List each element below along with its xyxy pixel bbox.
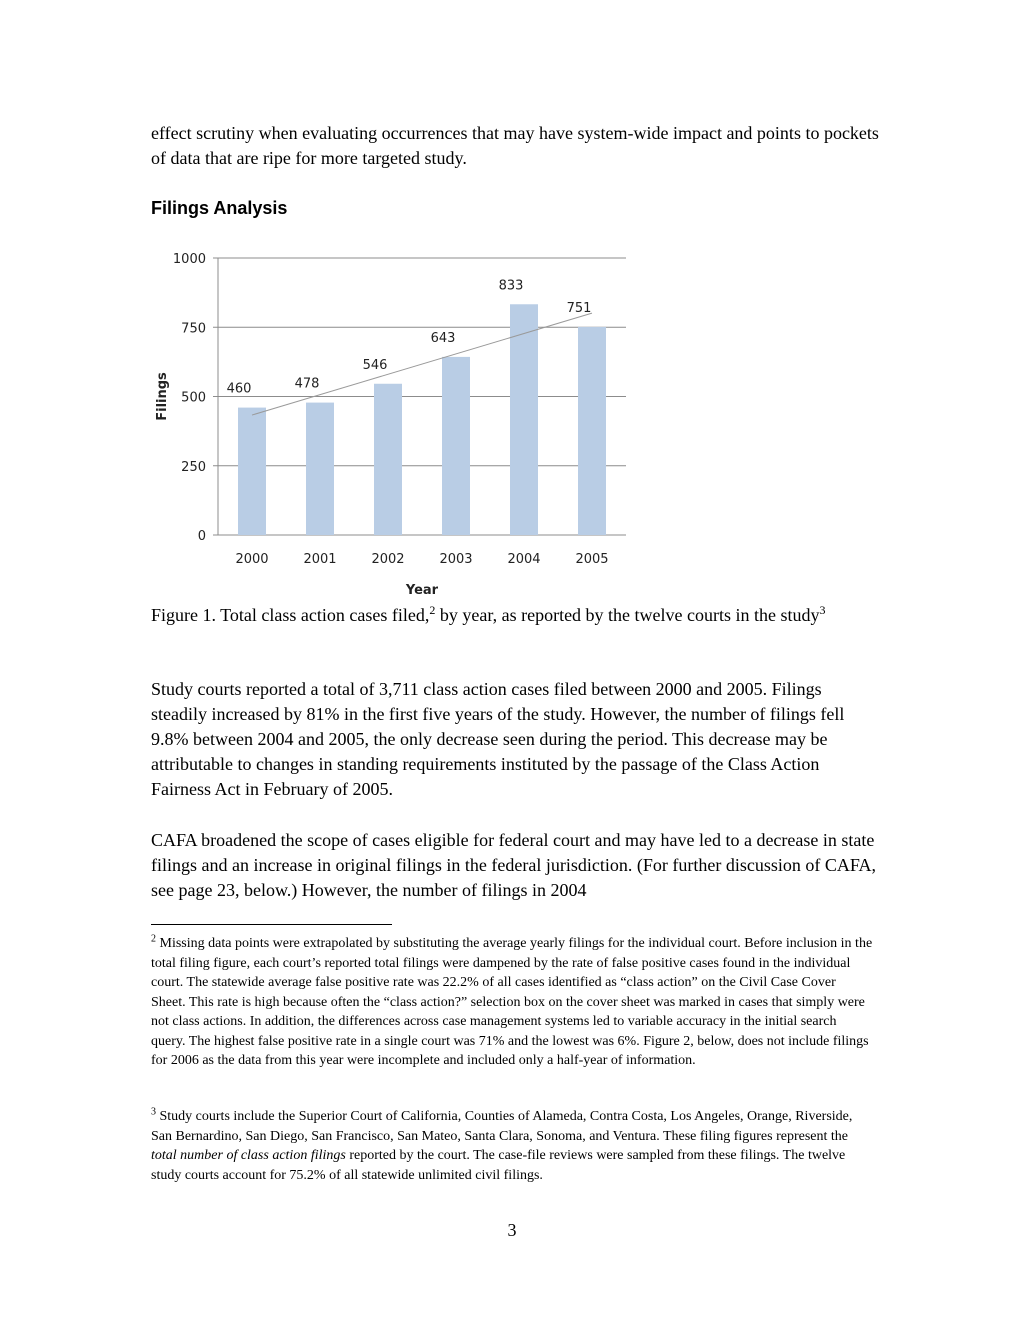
y-tick-label: 750 (181, 321, 206, 337)
section-heading: Filings Analysis (151, 198, 288, 218)
data-label-2001: 478 (294, 376, 320, 392)
footnote-ref-2: 2 (429, 603, 436, 617)
x-tick-label-2004: 2004 (507, 552, 541, 567)
data-label-2003: 643 (430, 330, 456, 346)
bar-2004 (510, 304, 538, 535)
chart-x-ticks (235, 552, 608, 567)
bar-2002 (374, 384, 402, 535)
body-paragraph-cafa: CAFA broadened the scope of cases eligible for federal court and may have led to a decrease in state filings and an increase in original filings in the federal jurisdiction. (For further discussion of CAFA, see page 23, below.) However, the number of filings in 2004 (151, 830, 877, 900)
data-label-2002: 546 (362, 357, 388, 373)
y-tick-label: 500 (181, 390, 206, 406)
intro-paragraph: effect scrutiny when evaluating occurrences that may have system-wide impact and points to pockets of data that are ripe for more targeted study. (151, 123, 879, 168)
footnote-3-marker: 3 (151, 1106, 156, 1118)
footnote-ref-3: 3 (819, 603, 826, 617)
footnote-2-marker: 2 (151, 933, 156, 945)
filings-bar-chart (151, 240, 641, 600)
x-tick-label-2003: 2003 (439, 552, 473, 567)
footnote-3-text-end: reported by the court. The case-file reviews were sampled from these filings. The twelve study courts account for 75.2% of all statewide unlimited civil filings. (151, 1148, 846, 1183)
figure-caption (151, 603, 871, 628)
page-number: 3 (507, 1220, 517, 1240)
bar-2003 (442, 357, 470, 535)
x-tick-label-2001: 2001 (303, 552, 337, 567)
chart-trendline (252, 313, 592, 415)
data-label-2005: 751 (566, 300, 592, 316)
footnote-3-emphasis: total number of class action filings (151, 1148, 346, 1163)
footnote-separator (151, 924, 392, 925)
footnote-2-text: Missing data points were extrapolated by substituting the average yearly filings for the individual court. Before inclusion in the total filing figure, each court’s reported total filings were dampened by the rate of false positive cases found in the individual court. The statewide average false positive rate was 22.2% of all cases identified as “class action” on the Civil Case Cover Sheet. This rate is high because often the “class action?” selection box on the cover sheet was marked in cases that simply were not class actions. In addition, the differences across case management systems led to variable accuracy in the initial search query. The highest false positive rate in a single court was 71% and the lowest was 6%. Figure 2, below, does not include filings for 2006 as the data from this year were incomplete and included only a half-year of information. (151, 936, 873, 1068)
chart-bars (238, 304, 606, 535)
bar-2005 (578, 327, 606, 535)
y-axis-label: Filings (155, 372, 170, 421)
figure-caption-text-continued: by year, as reported by the twelve courts in the study (435, 605, 820, 625)
y-tick-label: 0 (197, 529, 206, 544)
bar-2000 (238, 408, 266, 535)
x-axis-label: Year (405, 583, 439, 598)
bar-2001 (306, 403, 334, 535)
x-tick-label-2005: 2005 (575, 552, 609, 567)
chart-gridlines (213, 258, 626, 535)
footnote-3 (151, 1107, 873, 1185)
chart-y-ticks (173, 252, 206, 544)
figure-caption-text: Figure 1. Total class action cases filed, (151, 605, 430, 625)
footnote-2 (151, 934, 873, 1071)
y-tick-label: 250 (181, 459, 206, 475)
data-label-2004: 833 (498, 278, 524, 294)
y-tick-label: 1000 (172, 252, 206, 267)
data-label-2000: 460 (226, 381, 252, 397)
body-paragraph-filings-total: Study courts reported a total of 3,711 class action cases filed between 2000 and 2005. Filings steadily increased by 81% in the first five years of the study. However, the number of filings fell 9.8% between 2004 and 2005, the only decrease seen during the period. This decrease may be attributable to changes in standing requirements instituted by the passage of the Class Action Fairness Act in February of 2005. (151, 679, 845, 799)
x-tick-label-2002: 2002 (371, 552, 405, 567)
x-tick-label-2000: 2000 (235, 552, 269, 567)
footnote-3-text: Study courts include the Superior Court of California, Counties of Alameda, Contra Costa, Los Angeles, Orange, Riverside, San Bernardino, San Diego, San Francisco, San Mateo, Santa Clara, Sonoma, and Ventura. These filing figures represent the (151, 1109, 853, 1144)
